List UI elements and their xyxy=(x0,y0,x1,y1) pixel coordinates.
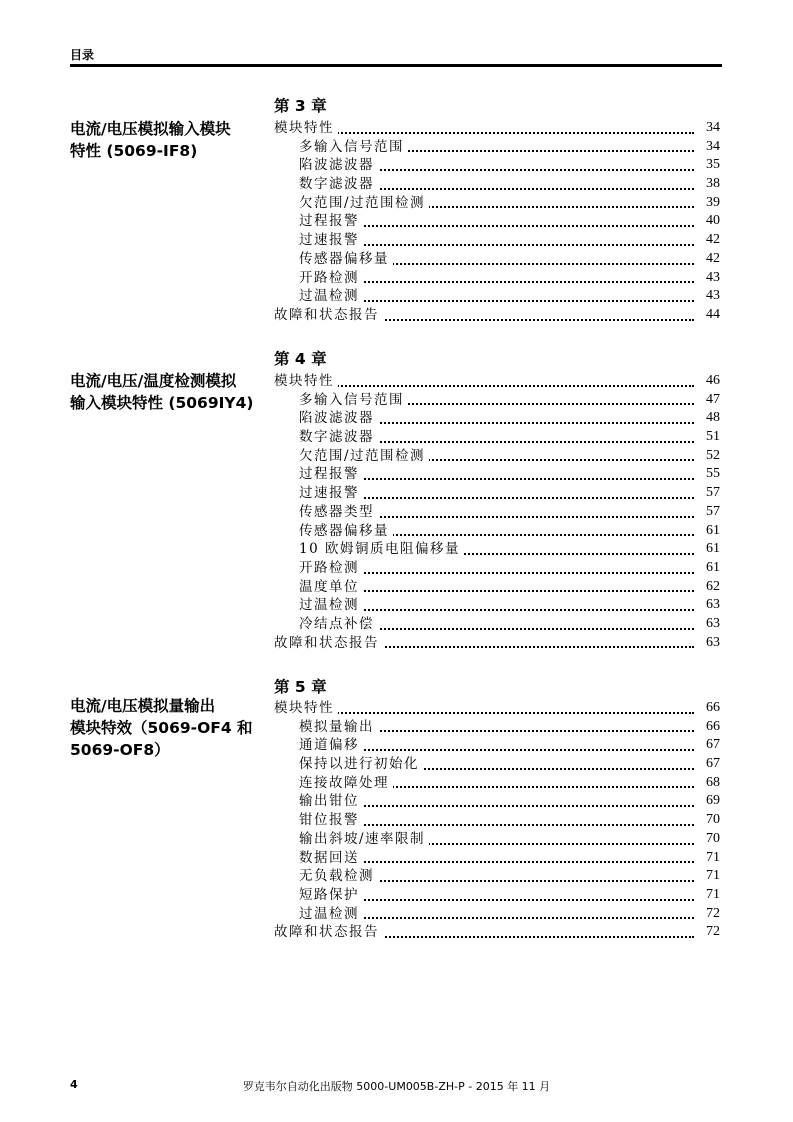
toc-entry-page: 63 xyxy=(702,615,720,634)
toc-entry-page: 43 xyxy=(702,287,720,306)
toc-entry[interactable] xyxy=(299,886,720,905)
toc-entry-label: 故障和状态报告 xyxy=(274,635,383,651)
chapter-title-line: 5069-OF8） xyxy=(70,741,170,759)
toc-entry-page: 63 xyxy=(702,634,720,653)
toc-entry-label: 冷结点补偿 xyxy=(299,616,378,632)
toc-entry-page: 39 xyxy=(702,194,720,213)
toc-list xyxy=(274,372,720,652)
toc-entry[interactable] xyxy=(299,409,720,428)
toc-entry[interactable] xyxy=(299,231,720,250)
toc-entry-page: 38 xyxy=(702,175,720,194)
toc-entry-label: 欠范围/过范围检测 xyxy=(299,195,429,211)
toc-entry[interactable] xyxy=(299,156,720,175)
publication-footer: 罗克韦尔自动化出版物 5000-UM005B-ZH-P - 2015 年 11 月 xyxy=(242,1080,551,1093)
chapter-title xyxy=(70,695,265,761)
toc-entry-page: 48 xyxy=(702,409,720,428)
toc-entry[interactable] xyxy=(299,718,720,737)
toc-entry-label: 模块特性 xyxy=(274,373,338,389)
toc-list xyxy=(274,119,720,325)
toc-entry-page: 71 xyxy=(702,867,720,886)
toc-entry-page: 68 xyxy=(702,774,720,793)
toc-entry-label: 数字滤波器 xyxy=(299,429,378,445)
toc-entry[interactable] xyxy=(299,615,720,634)
toc-list xyxy=(274,699,720,942)
toc-entry-page: 52 xyxy=(702,447,720,466)
toc-entry-page: 72 xyxy=(702,905,720,924)
header-rule xyxy=(70,64,722,67)
toc-entry-label: 数字滤波器 xyxy=(299,176,378,192)
toc-entry-page: 69 xyxy=(702,792,720,811)
toc-entry[interactable] xyxy=(299,867,720,886)
toc-entry[interactable] xyxy=(299,736,720,755)
toc-entry[interactable] xyxy=(299,830,720,849)
toc-entry-label: 过温检测 xyxy=(299,906,363,922)
toc-entry-page: 35 xyxy=(702,156,720,175)
toc-entry-label: 通道偏移 xyxy=(299,737,363,753)
toc-entry-label: 输出钳位 xyxy=(299,793,363,809)
toc-entry[interactable] xyxy=(299,212,720,231)
toc-entry-page: 47 xyxy=(702,391,720,410)
section-header-label: 目录 xyxy=(70,48,95,62)
toc-entry[interactable] xyxy=(299,792,720,811)
page-number: 4 xyxy=(70,1078,78,1091)
toc-entry-page: 51 xyxy=(702,428,720,447)
toc-entry-label: 过速报警 xyxy=(299,485,363,501)
chapter-title-line: 特性 (5069-IF8) xyxy=(70,142,198,160)
toc-entry-page: 43 xyxy=(702,269,720,288)
toc-entry[interactable] xyxy=(299,484,720,503)
toc-entry-label: 传感器偏移量 xyxy=(299,251,393,267)
toc-entry[interactable] xyxy=(299,849,720,868)
toc-entry-label: 陷波滤波器 xyxy=(299,157,378,173)
toc-entry-label: 温度单位 xyxy=(299,579,363,595)
toc-entry[interactable] xyxy=(299,391,720,410)
toc-entry-page: 40 xyxy=(702,212,720,231)
toc-entry-page: 34 xyxy=(702,119,720,138)
toc-entry[interactable] xyxy=(299,447,720,466)
toc-entry-page: 61 xyxy=(702,522,720,541)
toc-entry[interactable] xyxy=(299,811,720,830)
toc-entry[interactable] xyxy=(299,755,720,774)
toc-entry[interactable] xyxy=(299,138,720,157)
toc-entry[interactable] xyxy=(299,503,720,522)
toc-entry-label: 开路检测 xyxy=(299,270,363,286)
toc-entry-label: 多输入信号范围 xyxy=(299,392,408,408)
toc-entry-page: 57 xyxy=(702,503,720,522)
chapter-title-line: 输入模块特性 (5069IY4) xyxy=(70,394,254,412)
toc-entry-label: 过程报警 xyxy=(299,213,363,229)
chapter-title-line: 模块特效（5069-OF4 和 xyxy=(70,719,253,737)
toc-entry-label: 输出斜坡/速率限制 xyxy=(299,831,429,847)
toc-entry[interactable] xyxy=(299,269,720,288)
toc-entry-page: 70 xyxy=(702,830,720,849)
toc-entry[interactable] xyxy=(299,774,720,793)
toc-entry-page: 63 xyxy=(702,596,720,615)
toc-entry-label: 开路检测 xyxy=(299,560,363,576)
toc-entry-page: 67 xyxy=(702,755,720,774)
toc-entry[interactable] xyxy=(299,465,720,484)
toc-entry-label: 无负载检测 xyxy=(299,868,378,884)
toc-entry-label: 模拟量输出 xyxy=(299,719,378,735)
toc-entry-page: 61 xyxy=(702,540,720,559)
toc-entry-page: 55 xyxy=(702,465,720,484)
toc-entry-label: 连接故障处理 xyxy=(299,775,393,791)
toc-entry-label: 传感器类型 xyxy=(299,504,378,520)
toc-entry-label: 过温检测 xyxy=(299,288,363,304)
toc-entry[interactable] xyxy=(274,699,720,718)
toc-entry[interactable] xyxy=(299,194,720,213)
toc-entry-page: 71 xyxy=(702,849,720,868)
toc-entry-label: 故障和状态报告 xyxy=(274,924,383,940)
toc-entry-page: 44 xyxy=(702,306,720,325)
toc-entry-page: 42 xyxy=(702,250,720,269)
chapter-number: 第 5 章 xyxy=(274,678,327,696)
chapter-title-line: 电流/电压/温度检测模拟 xyxy=(70,372,237,390)
chapter-title xyxy=(70,118,265,162)
toc-entry-page: 62 xyxy=(702,578,720,597)
toc-entry[interactable] xyxy=(299,250,720,269)
toc-entry-label: 过速报警 xyxy=(299,232,363,248)
toc-entry-page: 66 xyxy=(702,699,720,718)
toc-entry[interactable] xyxy=(299,540,720,559)
toc-entry-page: 71 xyxy=(702,886,720,905)
toc-entry[interactable] xyxy=(299,905,720,924)
toc-entry-page: 34 xyxy=(702,138,720,157)
toc-entry-label: 短路保护 xyxy=(299,887,363,903)
toc-entry-page: 42 xyxy=(702,231,720,250)
toc-entry[interactable] xyxy=(274,372,720,391)
toc-entry[interactable] xyxy=(299,596,720,615)
toc-entry[interactable] xyxy=(299,559,720,578)
toc-entry[interactable] xyxy=(299,522,720,541)
toc-entry-label: 欠范围/过范围检测 xyxy=(299,448,429,464)
toc-entry-page: 57 xyxy=(702,484,720,503)
toc-entry-label: 过程报警 xyxy=(299,466,363,482)
chapter-title-line: 电流/电压模拟输入模块 xyxy=(70,120,231,138)
toc-entry-label: 故障和状态报告 xyxy=(274,307,383,323)
toc-entry-label: 保持以进行初始化 xyxy=(299,756,423,772)
toc-entry[interactable] xyxy=(299,428,720,447)
toc-entry-label: 多输入信号范围 xyxy=(299,139,408,155)
toc-entry[interactable] xyxy=(299,175,720,194)
toc-entry-label: 钳位报警 xyxy=(299,812,363,828)
chapter-title xyxy=(70,370,265,414)
toc-entry[interactable] xyxy=(274,923,720,942)
toc-entry[interactable] xyxy=(274,634,720,653)
toc-entry-page: 46 xyxy=(702,372,720,391)
toc-entry-label: 过温检测 xyxy=(299,597,363,613)
toc-entry-page: 72 xyxy=(702,923,720,942)
toc-entry-page: 66 xyxy=(702,718,720,737)
toc-entry[interactable] xyxy=(299,578,720,597)
toc-entry-page: 61 xyxy=(702,559,720,578)
toc-entry-label: 10 欧姆铜质电阻偏移量 xyxy=(299,541,464,557)
toc-entry[interactable] xyxy=(274,306,720,325)
toc-entry-label: 模块特性 xyxy=(274,700,338,716)
chapter-number: 第 4 章 xyxy=(274,350,327,368)
toc-entry-page: 67 xyxy=(702,736,720,755)
toc-entry-label: 数据回送 xyxy=(299,850,363,866)
toc-entry-label: 陷波滤波器 xyxy=(299,410,378,426)
toc-entry-label: 模块特性 xyxy=(274,120,338,136)
toc-entry[interactable] xyxy=(274,119,720,138)
toc-entry-page: 70 xyxy=(702,811,720,830)
toc-entry[interactable] xyxy=(299,287,720,306)
chapter-title-line: 电流/电压模拟量输出 xyxy=(70,697,216,715)
chapter-number: 第 3 章 xyxy=(274,97,327,115)
toc-entry-label: 传感器偏移量 xyxy=(299,523,393,539)
